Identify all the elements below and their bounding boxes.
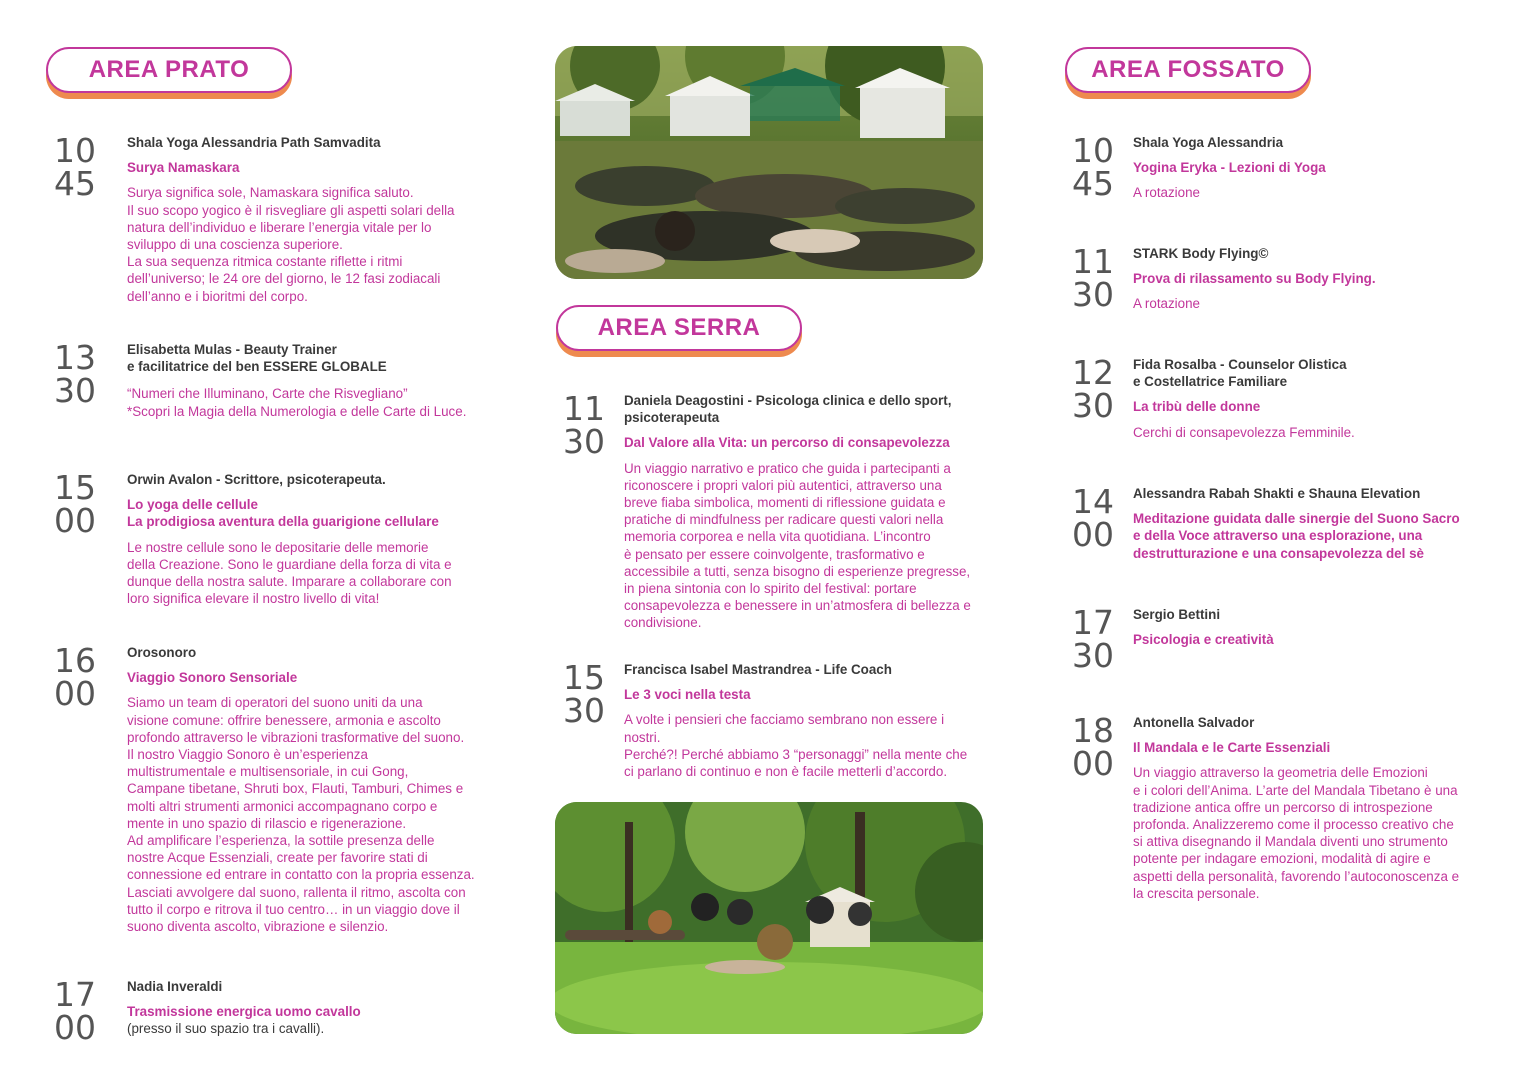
time-hour: 10 xyxy=(1072,131,1114,170)
event-speaker: Sergio Bettini xyxy=(1133,607,1221,622)
time-minutes: 00 xyxy=(54,1008,96,1047)
event-speaker: Antonella Salvador xyxy=(1133,715,1255,730)
event-time xyxy=(54,641,104,713)
area-serra-title: AREA SERRA xyxy=(597,314,761,341)
time-minutes: 00 xyxy=(54,674,96,713)
area-prato-header xyxy=(46,47,292,93)
event-speaker: Shala Yoga Alessandria Path Samvadita xyxy=(127,135,381,150)
event-time xyxy=(1072,603,1122,675)
event-description: Siamo un team di operatori del suono uniti da una visione comune: offrire benessere, armonia e ascolto profondo attraverso le vibrazioni trasformative del suono. Il nostro Viaggio Sonoro è un’esperienza multistrumentale e multisensoriale, in cui Gong, Campane tibetane, Shruti box, Flauti, Tamburi, Chimes e molti altri strumenti armonici accompagnano corpo e mente in uno spazio di rilascio e rigenerazione. Ad amplificare l’esperienza, la sottile presenza delle nostre Acque Essenziali, create per favorire stati di connessione ed entrare in contatto con la propria essenza. Lasciati avvolgere dal suono, rallenta il ritmo, ascolta con tutto il corpo e ritrova il tuo centro… in un viaggio dove il suono diventa ascolto, vibrazione e silenzio. xyxy=(127,695,475,935)
event-time xyxy=(1072,482,1122,554)
event-title: Surya Namaskara xyxy=(127,160,240,176)
event-time xyxy=(54,468,104,540)
area-serra-header xyxy=(556,305,802,351)
time-hour: 16 xyxy=(54,641,96,680)
event-description: Un viaggio attraverso la geometria delle Emozioni e i colori dell’Anima. L’arte del Mandala Tibetano è una tradizione antica offre un percorso di introspezione profonda. Analizzeremo come il processo creativo che si attiva disegnando il Mandala diventi uno strumento potente per indagare emozioni, modalità di agire e aspetti della personalità, favorendo l’autoconoscenza e la crescita personale. xyxy=(1133,765,1460,901)
event-speaker: Shala Yoga Alessandria xyxy=(1133,135,1284,150)
event-title: Psicologia e creatività xyxy=(1133,632,1274,648)
time-hour: 11 xyxy=(1072,242,1114,281)
event-title: Viaggio Sonoro Sensoriale xyxy=(127,670,298,686)
time-hour: 18 xyxy=(1072,711,1114,750)
event-speaker: Fida Rosalba - Counselor Olistica e Costellatrice Familiare xyxy=(1133,357,1347,390)
event-title: Meditazione guidata dalle sinergie del Suono Sacro e della Voce attraverso una esplorazione, una destrutturazione e una consapevolezza del sè xyxy=(1133,511,1460,561)
event-time xyxy=(54,338,104,410)
area-prato-title: AREA PRATO xyxy=(88,56,250,83)
event-speaker: Daniela Deagostini - Psicologa clinica e dello sport, psicoterapeuta xyxy=(624,393,952,426)
time-minutes: 30 xyxy=(54,371,96,410)
event-time xyxy=(563,658,613,730)
event-speaker: Orosonoro xyxy=(127,645,197,660)
time-hour: 17 xyxy=(54,975,96,1014)
event-title: La tribù delle donne xyxy=(1133,399,1261,415)
event-speaker: Elisabetta Mulas - Beauty Trainer e facilitatrice del ben ESSERE GLOBALE xyxy=(127,342,387,375)
event-description: A rotazione xyxy=(1133,185,1200,201)
time-minutes: 30 xyxy=(1072,275,1114,314)
event-description: (presso il suo spazio tra i cavalli). xyxy=(127,1021,325,1037)
photo-gong-forest xyxy=(555,802,983,1034)
event-title: Lo yoga delle cellule La prodigiosa aventura della guarigione cellulare xyxy=(127,497,439,530)
event-description: A rotazione xyxy=(1133,296,1200,312)
time-hour: 15 xyxy=(563,658,605,697)
event-description: A volte i pensieri che facciamo sembrano non essere i nostri. Perché?! Perché abbiamo 3 “personaggi” nella mente che ci parlano di continuo e non è facile metterli d’accordo. xyxy=(624,712,968,780)
time-minutes: 00 xyxy=(1072,515,1114,554)
event-description: Le nostre cellule sono le depositarie delle memorie della Creazione. Sono le guardiane della forza di vita e dunque della nostra salute. Imparare a collaborare con loro significa elevare il nostro livello di vita! xyxy=(127,539,452,607)
event-title: Yogina Eryka - Lezioni di Yoga xyxy=(1133,160,1326,176)
time-minutes: 30 xyxy=(1072,386,1114,425)
area-fossato-header xyxy=(1065,47,1311,93)
time-hour: 12 xyxy=(1072,353,1114,392)
time-hour: 17 xyxy=(1072,603,1114,642)
time-hour: 15 xyxy=(54,468,96,507)
photo-yoga-park-image xyxy=(555,46,983,279)
event-time xyxy=(1072,711,1122,783)
time-minutes: 00 xyxy=(1072,744,1114,783)
event-speaker: Francisca Isabel Mastrandrea - Life Coach xyxy=(624,662,892,677)
event-description: “Numeri che Illuminano, Carte che Risvegliano” *Scopri la Magia della Numerologia e delle Carte di Luce. xyxy=(127,386,467,419)
event-time xyxy=(54,131,104,203)
event-time xyxy=(54,975,104,1047)
time-minutes: 45 xyxy=(54,164,96,203)
time-hour: 10 xyxy=(54,131,96,170)
area-fossato-title: AREA FOSSATO xyxy=(1091,56,1285,83)
event-speaker: Alessandra Rabah Shakti e Shauna Elevation xyxy=(1133,486,1421,501)
event-time xyxy=(1072,131,1122,203)
event-description: Un viaggio narrativo e pratico che guida i partecipanti a riconoscere i propri valori più autentici, attraverso una breve fiaba simbolica, momenti di riflessione guidata e pratiche di mindfulness per radicare questi valori nella memoria corporea e nella vita quotidiana. L’incontro è pensato per essere coinvolgente, trasformativo e accessibile a tutti, senza bisogno di esperienze pregresse, in piena sintonia con lo spirito del festival: portare consapevolezza e benessere in un’atmosfera di bellezza e condivisione. xyxy=(624,460,971,631)
event-description: Surya significa sole, Namaskara significa saluto. Il suo scopo yogico è il risvegliare gli aspetti solari della natura dell’individuo e liberare l’energia vitale per lo sviluppo di una coscienza superiore. La sua sequenza ritmica costante riflette i ritmi dell’universo; le 24 ore del giorno, le 12 fasi zodiacali dell’anno e i bioritmi del corpo. xyxy=(127,185,455,304)
photo-yoga-park xyxy=(555,46,983,279)
event-speaker: Orwin Avalon - Scrittore, psicoterapeuta. xyxy=(127,472,386,487)
event-title: Trasmissione energica uomo cavallo xyxy=(127,1004,361,1020)
time-minutes: 30 xyxy=(563,691,605,730)
time-minutes: 30 xyxy=(1072,636,1114,675)
event-time xyxy=(1072,353,1122,425)
event-description: Cerchi di consapevolezza Femminile. xyxy=(1133,424,1355,440)
time-hour: 14 xyxy=(1072,482,1114,521)
time-minutes: 00 xyxy=(54,501,96,540)
event-speaker: Nadia Inveraldi xyxy=(127,979,223,994)
event-time xyxy=(563,389,613,461)
time-minutes: 30 xyxy=(563,422,605,461)
event-title: Prova di rilassamento su Body Flying. xyxy=(1133,271,1376,287)
time-hour: 11 xyxy=(563,389,605,428)
event-speaker: STARK Body Flying© xyxy=(1133,246,1269,261)
photo-gong-forest-image xyxy=(555,802,983,1034)
event-title: Il Mandala e le Carte Essenziali xyxy=(1133,740,1331,756)
event-title: Dal Valore alla Vita: un percorso di consapevolezza xyxy=(624,435,950,451)
time-minutes: 45 xyxy=(1072,164,1114,203)
time-hour: 13 xyxy=(54,338,96,377)
event-time xyxy=(1072,242,1122,314)
event-title: Le 3 voci nella testa xyxy=(624,687,751,703)
